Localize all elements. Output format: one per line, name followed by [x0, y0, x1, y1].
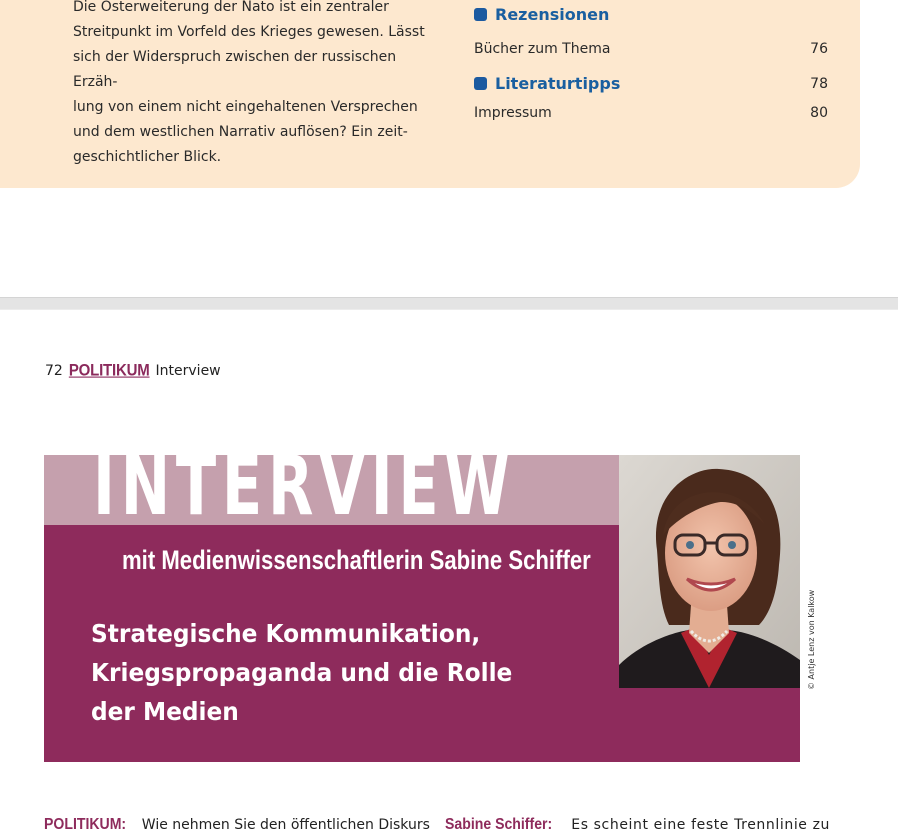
square-bullet-icon: [474, 77, 487, 90]
question-start: [44, 816, 430, 834]
speaker-label: POLITIKUM:: [44, 816, 127, 833]
interview-title-line: Strategische Kommunikation,: [91, 619, 481, 648]
magazine-brand: POLITIKUM: [68, 361, 150, 380]
teaser-line: geschichtlicher Blick.: [73, 149, 222, 165]
teaser-line: Die Osterweiterung der Nato ist ein zentraler: [73, 0, 389, 15]
toc-row-label: Impressum: [474, 105, 552, 121]
portrait-illustration: [619, 455, 800, 688]
toc-row-buecher[interactable]: [474, 41, 828, 57]
toc-section-literaturtipps[interactable]: [474, 74, 828, 93]
interview-heading: INTERVIEW: [93, 439, 516, 534]
answer-text: Es scheint eine feste Trennlinie zu: [571, 817, 830, 833]
square-bullet-icon: [474, 8, 487, 21]
toc-row-label: Bücher zum Thema: [474, 41, 611, 57]
teaser-line: sich der Widerspruch zwischen der russischen Erzäh-: [73, 49, 397, 90]
toc-section-label: Rezensionen: [495, 5, 610, 24]
question-text: Wie nehmen Sie den öffentlichen Diskurs: [141, 817, 430, 833]
interview-title: [91, 614, 551, 731]
section-label: Interview: [155, 363, 221, 379]
teaser-line: lung von einem nicht eingehaltenen Versprechen: [73, 99, 418, 115]
page-number: 72: [45, 363, 63, 379]
page-divider: [0, 297, 898, 310]
toc-page-number: 76: [810, 41, 828, 57]
teaser-line: Streitpunkt im Vorfeld des Krieges gewesen. Lässt: [73, 24, 425, 40]
interview-subtitle: mit Medienwissenschaftlerin Sabine Schiffer: [122, 545, 591, 575]
toc-page-number: 78: [810, 76, 828, 92]
teaser-line: und dem westlichen Narrativ auflösen? Ein zeit-: [73, 124, 408, 140]
portrait-photo: [619, 455, 800, 688]
teaser-text: [73, 0, 433, 170]
photo-credit: © Antje Lenz von Kalkow: [807, 589, 816, 690]
interview-title-line: der Medien: [91, 697, 239, 726]
answer-start: [445, 816, 830, 834]
toc-section-rezensionen[interactable]: [474, 5, 609, 24]
speaker-label: Sabine Schiffer:: [445, 816, 553, 833]
toc-row-impressum[interactable]: [474, 105, 828, 121]
toc-section-label: Literaturtipps: [495, 74, 621, 93]
interview-title-line: Kriegspropaganda und die Rolle: [91, 658, 513, 687]
toc-page-number: 80: [810, 105, 828, 121]
page-header: [45, 362, 221, 379]
